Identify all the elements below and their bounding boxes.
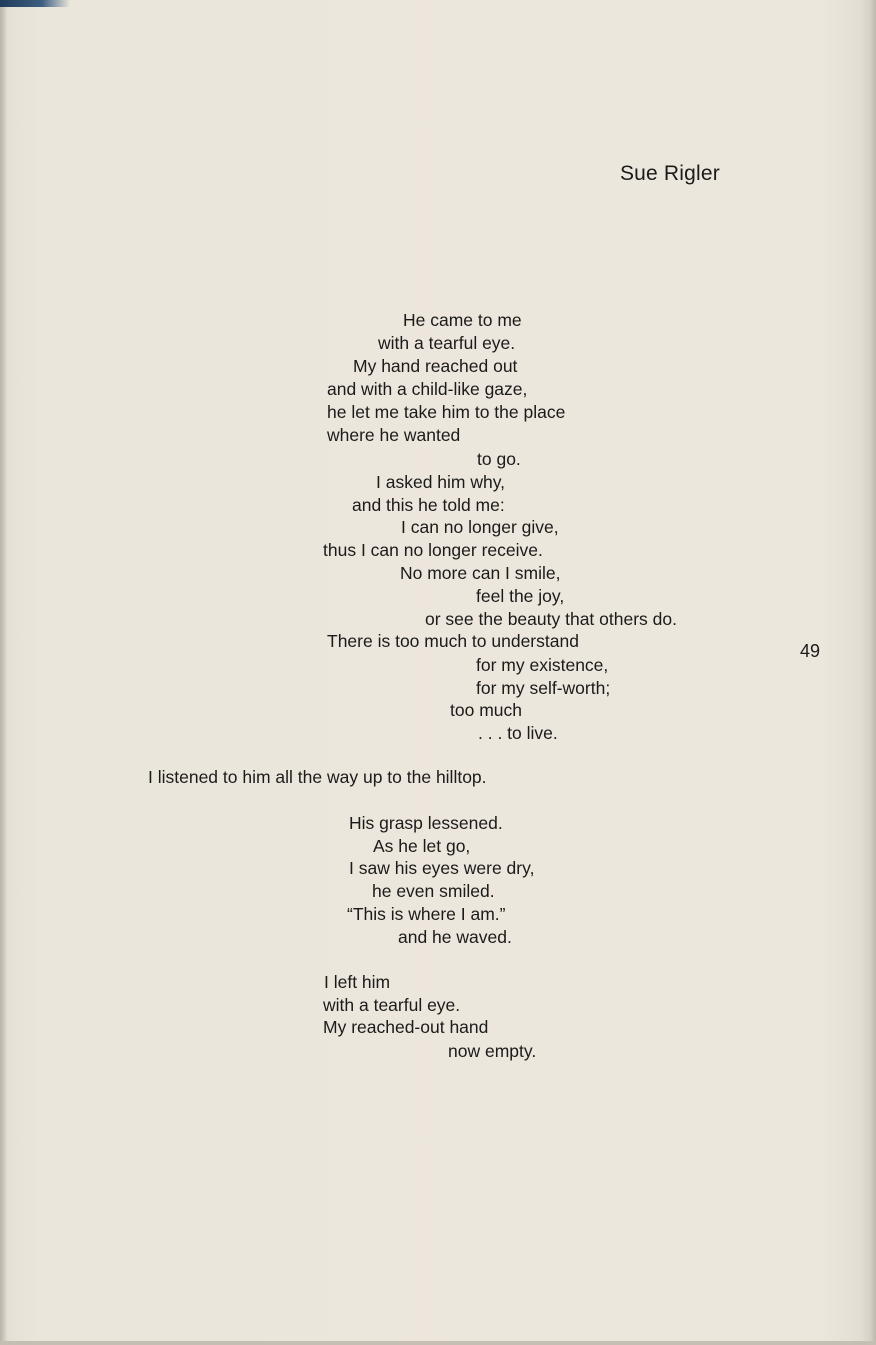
poem-line: No more can I smile,	[400, 563, 561, 583]
poem-line: As he let go,	[373, 836, 471, 856]
poem-line: I asked him why,	[376, 472, 506, 492]
poem-line: for my self-worth;	[476, 678, 611, 698]
spine-shadow	[0, 0, 7, 1345]
page-bottom-edge	[0, 1341, 876, 1345]
poem-line-bridge: I listened to him all the way up to the hilltop.	[148, 767, 487, 787]
page-number: 49	[800, 641, 821, 661]
poem-line: with a tearful eye.	[378, 333, 516, 353]
binding-mark	[0, 0, 70, 7]
page-edge-shadow	[870, 0, 876, 1345]
poem-line: His grasp lessened.	[349, 813, 503, 833]
poem-line: feel the joy,	[476, 586, 565, 606]
poem-line: too much	[450, 700, 522, 720]
poem-line: There is too much to understand	[327, 631, 579, 651]
author-name: Sue Rigler	[619, 162, 720, 185]
poem-line: I saw his eyes were dry,	[349, 858, 535, 878]
poem-line: for my existence,	[476, 655, 609, 675]
poem-line: I left him	[324, 972, 391, 992]
poem-line: he let me take him to the place	[327, 402, 566, 422]
poem-line: to go.	[477, 449, 521, 469]
poem-line: “This is where I am.”	[347, 904, 506, 924]
poem-line: thus I can no longer receive.	[323, 540, 543, 560]
poem-line: or see the beauty that others do.	[425, 609, 677, 629]
poem-line: he even smiled.	[372, 881, 495, 901]
poem-line: where he wanted	[327, 425, 461, 445]
poem-line: with a tearful eye.	[323, 995, 461, 1015]
poem-line: I can no longer give,	[401, 517, 559, 537]
poem-line: My hand reached out	[353, 356, 518, 376]
poem-line: and this he told me:	[352, 495, 505, 515]
poem-line: and he waved.	[398, 927, 512, 947]
poem-line: . . . to live.	[478, 723, 558, 743]
poem-line: My reached-out hand	[323, 1017, 489, 1037]
poem-line: now empty.	[448, 1041, 537, 1061]
poem-line: and with a child-like gaze,	[327, 379, 528, 399]
poem-line: He came to me	[403, 310, 522, 330]
